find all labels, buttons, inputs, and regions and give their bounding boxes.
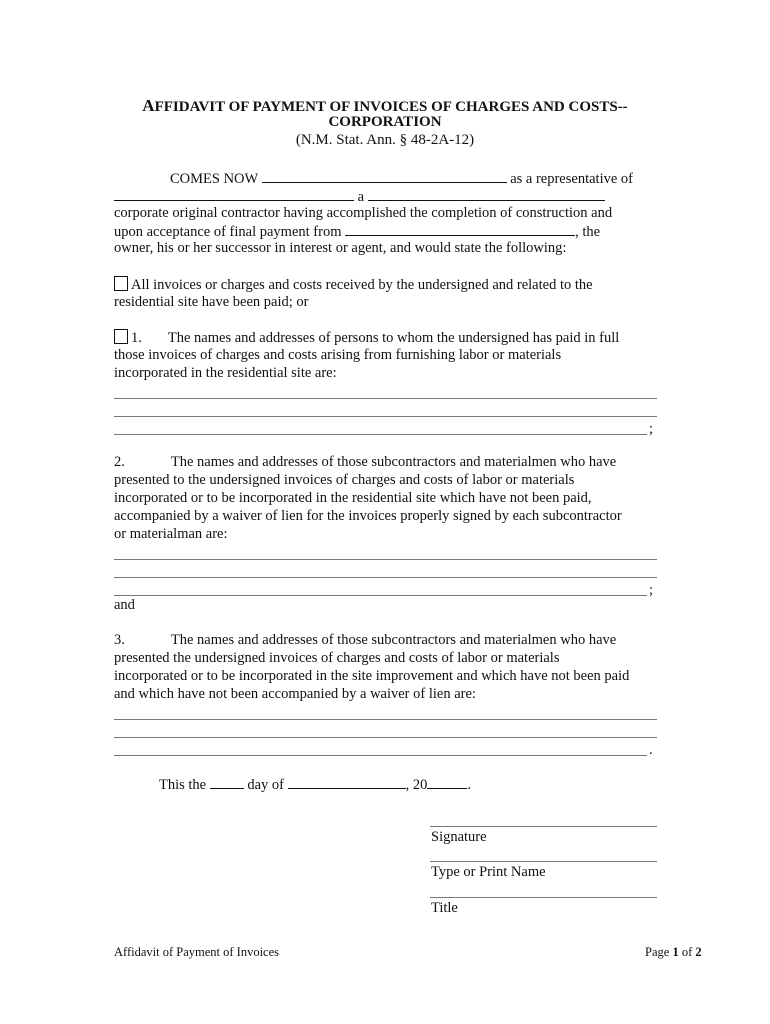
section2-rule-2[interactable] [114, 577, 657, 578]
intro-line1 [170, 169, 633, 188]
day-field[interactable] [210, 775, 244, 789]
section2-line5: or materialman are: [114, 526, 228, 542]
title-first-letter: A [142, 96, 155, 115]
section3-rule-3[interactable] [114, 755, 647, 756]
signature-label: Signature [431, 829, 487, 845]
section3-line1 [114, 632, 616, 649]
section3-line3: incorporated or to be incorporated in the site improvement and which have not been paid [114, 668, 630, 684]
section3-period: . [649, 742, 653, 758]
section1-rule-2[interactable] [114, 416, 657, 417]
title-label: Title [431, 900, 458, 916]
signature-line[interactable] [430, 826, 657, 827]
intro-line3: corporate original contractor having accomplished the completion of construction and [114, 205, 613, 221]
day-of-text: day of [247, 777, 285, 793]
owner-name-field[interactable] [345, 222, 575, 236]
corporation-name-field[interactable] [114, 187, 354, 201]
section1-semicolon: ; [649, 421, 654, 437]
section1-checkbox[interactable] [114, 329, 128, 344]
section2-semicolon: ; [649, 582, 654, 598]
section2-line1 [114, 454, 616, 471]
the-text: , the [575, 224, 601, 240]
representative-name-field[interactable] [262, 169, 507, 183]
section2-line4: accompanied by a waiver of lien for the invoices properly signed by each subcontractor [114, 508, 622, 524]
section1-line1 [114, 329, 619, 347]
section1-text: The names and addresses of persons to whom the undersigned has paid in full [167, 330, 620, 346]
option-a-text: All invoices or charges and costs received by the undersigned and related to the [131, 277, 593, 293]
statute-citation: (N.M. Stat. Ann. § 48-2A-12) [295, 132, 475, 148]
date-line [159, 775, 471, 794]
section1-number: 1. [131, 330, 142, 346]
print-name-label: Type or Print Name [431, 864, 546, 880]
intro-line2 [114, 187, 605, 206]
title-line2: CORPORATION [328, 114, 442, 130]
page-current: 1 [672, 945, 679, 959]
print-name-line[interactable] [430, 861, 657, 862]
section1-line2: those invoices of charges and costs arising from furnishing labor or materials [114, 347, 562, 363]
section3-rule-2[interactable] [114, 737, 657, 738]
section2-and: and [114, 597, 135, 613]
section3-line2: presented the undersigned invoices of charges and costs of labor or materials [114, 650, 560, 666]
section2-rule-1[interactable] [114, 559, 657, 560]
of-word: of [681, 945, 693, 959]
section1-rule-1[interactable] [114, 398, 657, 399]
section1-line3: incorporated in the residential site are: [114, 365, 337, 381]
this-the-text: This the [159, 777, 207, 793]
year-prefix-text: , 20 [405, 777, 428, 793]
section3-rule-1[interactable] [114, 719, 657, 720]
intro-line4 [114, 222, 600, 241]
date-period: . [467, 777, 472, 793]
footer-document-name: Affidavit of Payment of Invoices [114, 945, 280, 959]
all-paid-checkbox[interactable] [114, 276, 128, 291]
a-text: a [357, 189, 365, 205]
month-field[interactable] [288, 775, 406, 789]
section1-rule-3[interactable] [114, 434, 647, 435]
as-representative-text: as a representative of [510, 171, 633, 187]
corporation-state-field[interactable] [368, 187, 605, 201]
year-field[interactable] [427, 775, 467, 789]
page-total: 2 [695, 945, 702, 959]
section2-line2: presented to the undersigned invoices of charges and costs of labor or materials [114, 472, 575, 488]
title-line1: FFIDAVIT OF PAYMENT OF INVOICES OF CHARGES AND COSTS-- [154, 99, 628, 115]
document-title [0, 96, 770, 116]
title-line[interactable] [430, 897, 657, 898]
option-a-line1 [114, 276, 593, 294]
comes-now-text: COMES NOW [170, 171, 258, 187]
page-word: Page [645, 945, 670, 959]
final-payment-text: upon acceptance of final payment from [114, 224, 342, 240]
intro-line5: owner, his or her successor in interest or agent, and would state the following: [114, 240, 567, 256]
section3-text: The names and addresses of those subcontractors and materialmen who have [170, 632, 617, 648]
section2-text: The names and addresses of those subcontractors and materialmen who have [170, 454, 617, 470]
section3-line4: and which have not been accompanied by a waiver of lien are: [114, 686, 476, 702]
section2-rule-3[interactable] [114, 595, 647, 596]
option-a-line2: residential site have been paid; or [114, 294, 309, 310]
footer-page-number [645, 945, 702, 960]
section2-number: 2. [114, 454, 125, 470]
section3-number: 3. [114, 632, 125, 648]
section2-line3: incorporated or to be incorporated in the residential site which have not been paid, [114, 490, 592, 506]
